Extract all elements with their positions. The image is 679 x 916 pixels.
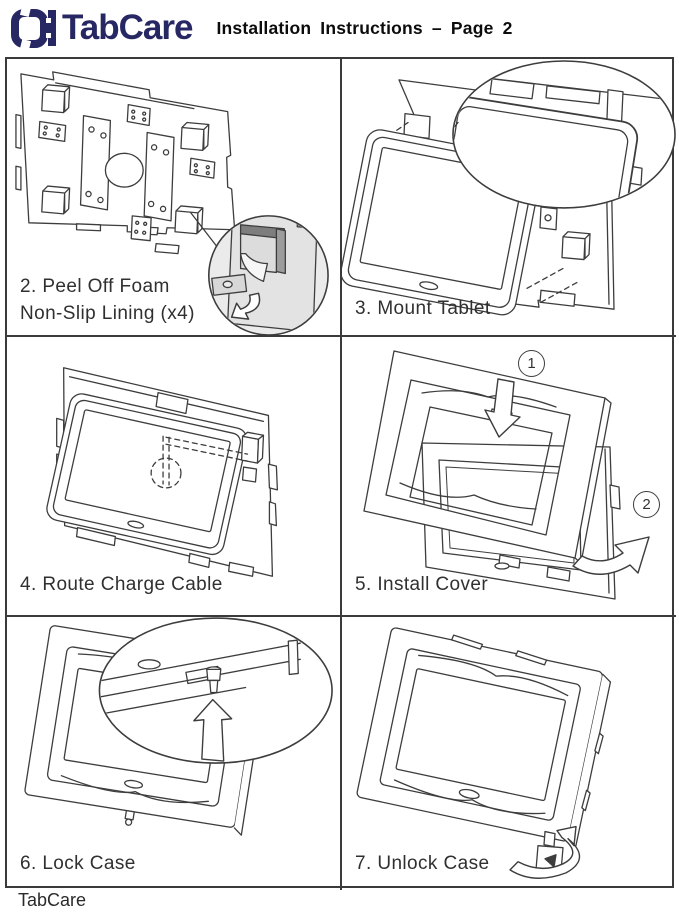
caption-step-4: 4. Route Charge Cable <box>20 574 223 595</box>
mount-tablet-illustration <box>342 59 676 335</box>
case-drawing <box>355 622 617 850</box>
brand-logo <box>8 7 192 49</box>
step-marker-1: 1 <box>518 350 545 377</box>
caption-step-2-line1: 2. Peel Off Foam <box>20 276 170 297</box>
panel-step-4-route-cable <box>7 337 342 617</box>
caption-step-6: 6. Lock Case <box>20 853 136 874</box>
lock-pin-drawing <box>210 680 218 692</box>
page-title: Installation Instructions – Page 2 <box>216 17 513 38</box>
caption-step-5: 5. Install Cover <box>355 574 489 595</box>
caption-step-2 <box>20 273 195 327</box>
panel-step-6-lock-case <box>7 617 342 890</box>
header <box>0 0 679 56</box>
footer-brand: TabCare <box>18 890 87 910</box>
tabcare-logo-icon <box>8 7 56 49</box>
caption-step-2-line2: Non-Slip Lining (x4) <box>20 303 195 324</box>
panel-step-5-install-cover <box>342 337 676 617</box>
panel-step-2-peel-foam <box>7 59 342 337</box>
panel-step-7-unlock-case <box>342 617 676 890</box>
panel-step-3-mount-tablet <box>342 59 676 337</box>
instruction-grid <box>5 57 674 888</box>
caption-step-7: 7. Unlock Case <box>355 853 490 874</box>
caption-step-3: 3. Mount Tablet <box>355 298 491 319</box>
step-marker-2: 2 <box>633 491 660 518</box>
brand-name: TabCare <box>62 8 193 47</box>
